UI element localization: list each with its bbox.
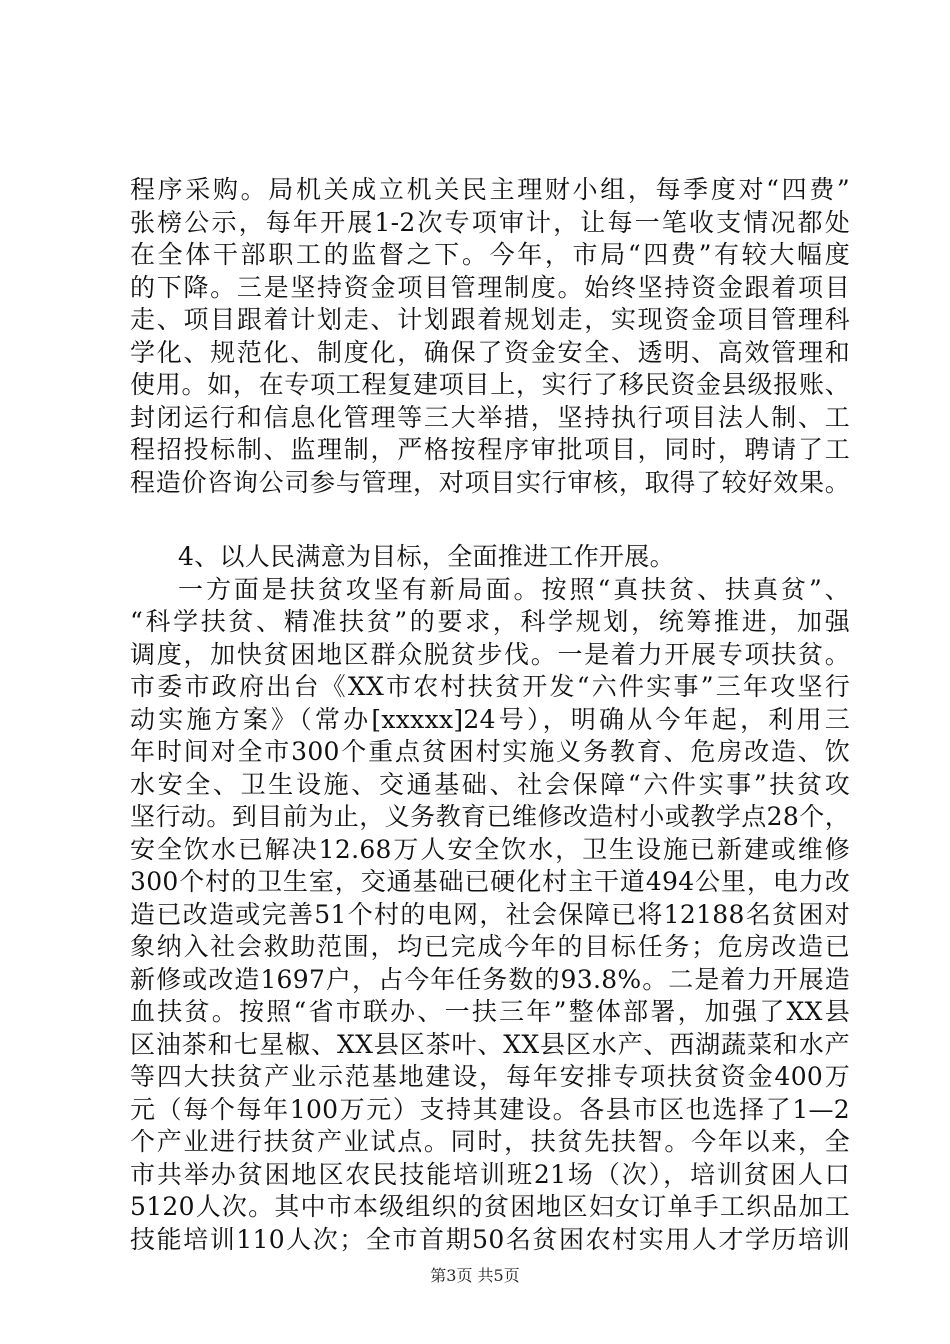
- document-body: [130, 174, 850, 1256]
- text-line: 安全饮水已解决12.68万人安全饮水，卫生设施已新建或维修: [130, 834, 850, 864]
- text-line: 年时间对全市300个重点贫困村实施义务教育、危房改造、饮: [130, 737, 850, 766]
- text-line: 5120人次。其中市本级组织的贫困地区妇女订单手工织品加工: [130, 1192, 850, 1221]
- text-line: 个产业进行扶贫产业试点。同时，扶贫先扶智。今年以来，全: [130, 1127, 850, 1156]
- paragraph-gap: [130, 499, 850, 541]
- text-line: 等四大扶贫产业示范基地建设，每年安排专项扶贫资金400万: [130, 1062, 850, 1091]
- text-line: “科学扶贫、精准扶贫”的要求，科学规划，统筹推进，加强: [130, 607, 850, 636]
- text-line: 一方面是扶贫攻坚有新局面。按照“真扶贫、扶真贫”、: [178, 574, 850, 604]
- text-line: 调度，加快贫困地区群众脱贫步伐。一是着力开展专项扶贫。: [130, 639, 850, 669]
- text-line: 程序采购。局机关成立机关民主理财小组，每季度对“四费”: [130, 175, 850, 204]
- text-line: 坚行动。到目前为止，义务教育已维修改造村小或教学点28个，: [130, 802, 850, 831]
- text-line: 血扶贫。按照“省市联办、一扶三年”整体部署，加强了XX县: [130, 997, 850, 1026]
- text-line: 学化、规范化、制度化，确保了资金安全、透明、高效管理和: [130, 337, 850, 367]
- text-line: 象纳入社会救助范围，均已完成今年的目标任务；危房改造已: [130, 932, 850, 961]
- text-line: 元（每个每年100万元）支持其建设。各县市区也选择了1—2: [130, 1094, 850, 1124]
- text-line: 使用。如，在专项工程复建项目上，实行了移民资金县级报账、: [130, 370, 850, 399]
- paragraph-poverty-alleviation: [130, 574, 850, 1257]
- text-line: 的下降。三是坚持资金项目管理制度。始终坚持资金跟着项目: [130, 272, 850, 302]
- text-line: 区油茶和七星椒、XX县区茶叶、XX县区水产、西湖蔬菜和水产: [130, 1029, 850, 1059]
- text-line: 张榜公示，每年开展1-2次专项审计，让每一笔收支情况都处: [130, 207, 850, 237]
- text-line: 在全体干部职工的监督之下。今年，市局“四费”有较大幅度: [130, 240, 850, 269]
- text-line: 技能培训110人次；全市首期50名贫困农村实用人才学历培训: [130, 1224, 850, 1254]
- text-line: 程招投标制、监理制，严格按程序审批项目，同时，聘请了工: [130, 435, 850, 464]
- text-line: 封闭运行和信息化管理等三大举措，坚持执行项目法人制、工: [130, 402, 850, 432]
- text-line: 水安全、卫生设施、交通基础、社会保障“六件实事”扶贫攻: [130, 769, 850, 799]
- text-line: 新修或改造1697户，占今年任务数的93.8%。二是着力开展造: [130, 964, 850, 994]
- text-line: 走、项目跟着计划走、计划跟着规划走，实现资金项目管理科: [130, 305, 850, 334]
- text-line: 市共举办贫困地区农民技能培训班21场（次），培训贫困人口: [130, 1159, 850, 1189]
- text-line: 造已改造或完善51个村的电网，社会保障已将12188名贫困对: [130, 899, 850, 929]
- paragraph-funds-management: [130, 174, 850, 499]
- text-line: 动实施方案》（常办[xxxxx]24号），明确从今年起，利用三: [130, 704, 850, 734]
- section-heading-4: 4、以人民满意为目标，全面推进工作开展。: [178, 542, 675, 571]
- page-footer: 第3页 共5页: [430, 1266, 520, 1285]
- text-line: 市委市政府出台《XX市农村扶贫开发“六件实事”三年攻坚行: [130, 672, 850, 701]
- text-line: 300个村的卫生室，交通基础已硬化村主干道494公里，电力改: [130, 867, 850, 896]
- text-line: 程造价咨询公司参与管理，对项目实行审核，取得了较好效果。: [130, 467, 850, 497]
